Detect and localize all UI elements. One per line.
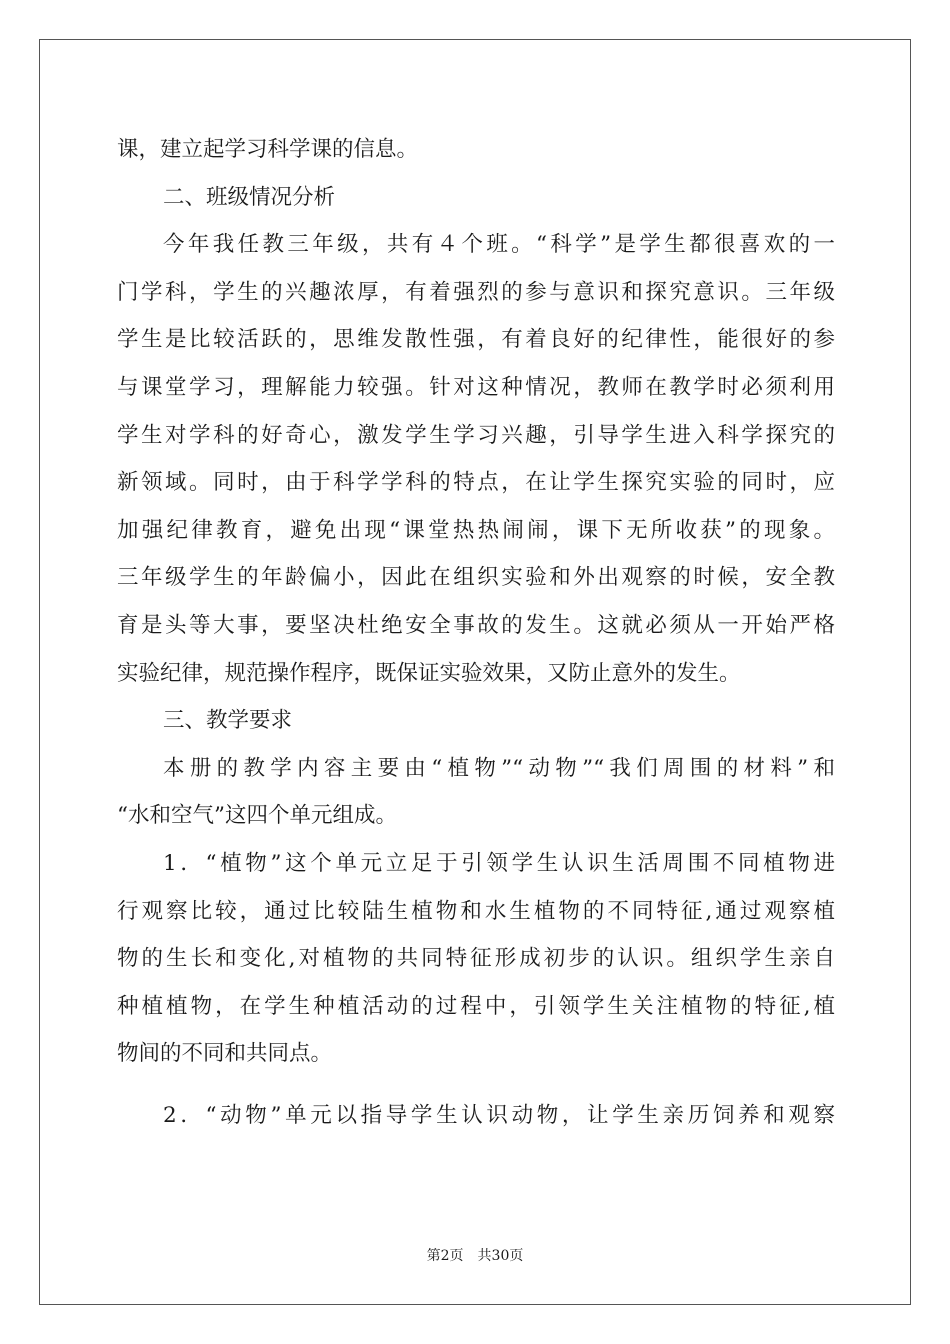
text-line: 新领域。同时，由于科学学科的特点，在让学生探究实验的同时，应 bbox=[117, 470, 835, 496]
text-line: 2．“动物”单元以指导学生认识动物，让学生亲历饲养和观察 bbox=[163, 1102, 835, 1128]
text-line: 三、教学要求 bbox=[163, 708, 293, 734]
text-line: 今年我任教三年级，共有４个班。“科学”是学生都很喜欢的一 bbox=[163, 232, 835, 258]
text-line: 种植植物，在学生种植活动的过程中，引领学生关注植物的特征,植 bbox=[117, 993, 835, 1019]
paragraph-gap bbox=[117, 1078, 835, 1092]
text-line: 1．“植物”这个单元立足于引领学生认识生活周围不同植物进 bbox=[163, 850, 835, 876]
text-line: 育是头等大事，要坚决杜绝安全事故的发生。这就必须从一开始严格 bbox=[117, 612, 835, 638]
text-line: 课，建立起学习科学课的信息。 bbox=[117, 137, 419, 162]
text-line: 实验纪律，规范操作程序，既保证实验效果，又防止意外的发生。 bbox=[117, 660, 741, 686]
text-line: 学生是比较活跃的，思维发散性强，有着良好的纪律性，能很好的参 bbox=[117, 327, 835, 353]
text-line: 门学科，学生的兴趣浓厚，有着强烈的参与意识和探究意识。三年级 bbox=[117, 279, 835, 305]
text-line: 三年级学生的年龄偏小，因此在组织实验和外出观察的时候，安全教 bbox=[117, 565, 835, 591]
text-line: 与课堂学习，理解能力较强。针对这种情况，教师在教学时必须利用 bbox=[117, 374, 835, 400]
text-line: 学生对学科的好奇心，激发学生学习兴趣，引导学生进入科学探究的 bbox=[117, 422, 835, 448]
text-line: 加强纪律教育，避免出现“课堂热热闹闹，课下无所收获”的现象。 bbox=[117, 517, 835, 543]
text-line: 二、班级情况分析 bbox=[163, 184, 336, 210]
text-line: “水和空气”这四个单元组成。 bbox=[117, 803, 397, 829]
text-line: 物间的不同和共同点。 bbox=[117, 1041, 333, 1067]
text-line: 行观察比较，通过比较陆生植物和水生植物的不同特征,通过观察植 bbox=[117, 898, 835, 924]
text-line: 物的生长和变化,对植物的共同特征形成初步的认识。组织学生亲自 bbox=[117, 946, 835, 972]
document-body bbox=[117, 126, 835, 1139]
text-line: 本册的教学内容主要由“植物”“动物”“我们周围的材料”和 bbox=[163, 755, 835, 781]
page-number-footer: 第2页 共30页 bbox=[426, 1248, 524, 1264]
